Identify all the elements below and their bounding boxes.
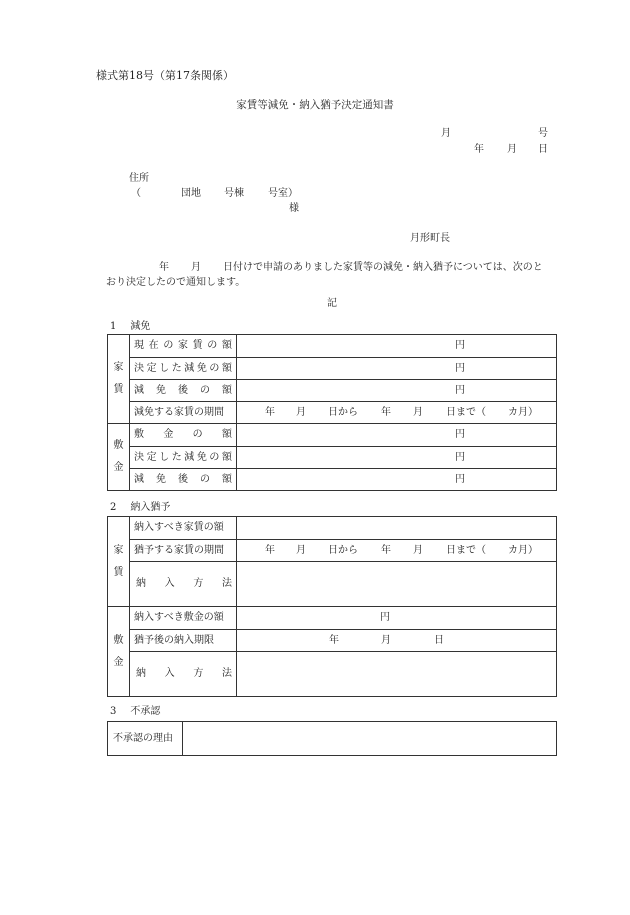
body-month: 月 [191, 262, 201, 273]
header-number-label: 号 [538, 128, 548, 139]
address-goshitsu: 号室） [268, 188, 298, 199]
form-number: 様式第18号（第17条関係） [96, 69, 234, 82]
row-rent-due-label: 納入すべき家賃の額 [130, 517, 237, 540]
after-reduction-amount: 円 [237, 380, 557, 402]
deposit-method-value [237, 652, 557, 697]
notice-body [106, 260, 576, 290]
address-open-paren: （ [131, 188, 141, 199]
rent-due-amount [237, 517, 557, 540]
row-deposit-after-reduction-label: 減 免 後 の 額 [130, 469, 237, 491]
body-line2: おり決定したので通知します。 [106, 277, 246, 288]
row-deposit-due-label: 納入すべき敷金の額 [130, 607, 237, 630]
deposit-amount: 円 [237, 424, 557, 447]
section1-title: 減免 [130, 321, 151, 332]
rejection-reason-value [183, 722, 557, 756]
current-rent-amount: 円 [237, 335, 557, 358]
deposit-decided-reduction-amount: 円 [237, 447, 557, 469]
section3-title: 不承認 [130, 706, 161, 717]
body-year: 年 [159, 262, 169, 273]
rent-method-value [237, 562, 557, 607]
row-after-reduction-label: 減 免 後 の 額 [130, 380, 237, 402]
deferral-deadline: 年 月 日 [237, 630, 557, 652]
deferral-table [107, 516, 557, 697]
rejection-reason-label: 不承認の理由 [108, 722, 183, 756]
deferral-period: 年 月 日から 年 月 日まで（ カ月） [237, 540, 557, 562]
row-decided-reduction-label: 決 定 し た 減 免 の 額 [130, 358, 237, 380]
deposit-due-amount: 円 [237, 607, 557, 630]
row-current-rent-label: 現 在 の 家 賃 の 額 [130, 335, 237, 358]
section3-number: 3 [110, 706, 117, 717]
section2-number: 2 [110, 502, 117, 513]
section3-heading [110, 706, 160, 718]
row-rent-method-label: 納 入 方 法 [130, 562, 237, 607]
deposit-group-header: 敷 金 [108, 424, 130, 491]
row-reduction-period-label: 減免する家賃の期間 [130, 402, 237, 424]
row-deadline-label: 猶予後の納入期限 [130, 630, 237, 652]
row-deferral-period-label: 猶予する家賃の期間 [130, 540, 237, 562]
deferral-rent-group-header: 家 賃 [108, 517, 130, 607]
body-line1: 日付けで申請のありました家賃等の減免・納入猶予については、次のと [223, 262, 543, 273]
row-deposit-label: 敷 金 の 額 [130, 424, 237, 447]
date-year-label: 年 [474, 144, 484, 155]
section1-heading [110, 321, 150, 333]
section1-number: 1 [110, 321, 117, 332]
issuer: 月形町長 [410, 233, 450, 244]
decided-reduction-amount: 円 [237, 358, 557, 380]
address-goto: 号棟 [224, 188, 244, 199]
address-label: 住所 [129, 173, 149, 184]
rent-group-header: 家 賃 [108, 335, 130, 424]
reduction-period: 年 月 日から 年 月 日まで（ カ月） [237, 402, 557, 424]
row-deposit-method-label: 納 入 方 法 [130, 652, 237, 697]
deposit-after-reduction-amount: 円 [237, 469, 557, 491]
row-deposit-decided-reduction-label: 決 定 し た 減 免 の 額 [130, 447, 237, 469]
address-danchi: 団地 [181, 188, 201, 199]
section2-heading [110, 502, 170, 514]
document-title: 家賃等減免・納入猶予決定通知書 [236, 99, 394, 111]
date-day-label: 日 [538, 144, 548, 155]
ki-mark: 記 [327, 298, 337, 309]
header-month-label: 月 [441, 128, 451, 139]
rejection-table [107, 721, 557, 756]
address-sama: 様 [289, 203, 299, 214]
section2-title: 納入猶予 [130, 502, 171, 513]
reduction-table [107, 334, 557, 491]
date-month-label: 月 [507, 144, 517, 155]
deferral-deposit-group-header: 敷 金 [108, 607, 130, 697]
